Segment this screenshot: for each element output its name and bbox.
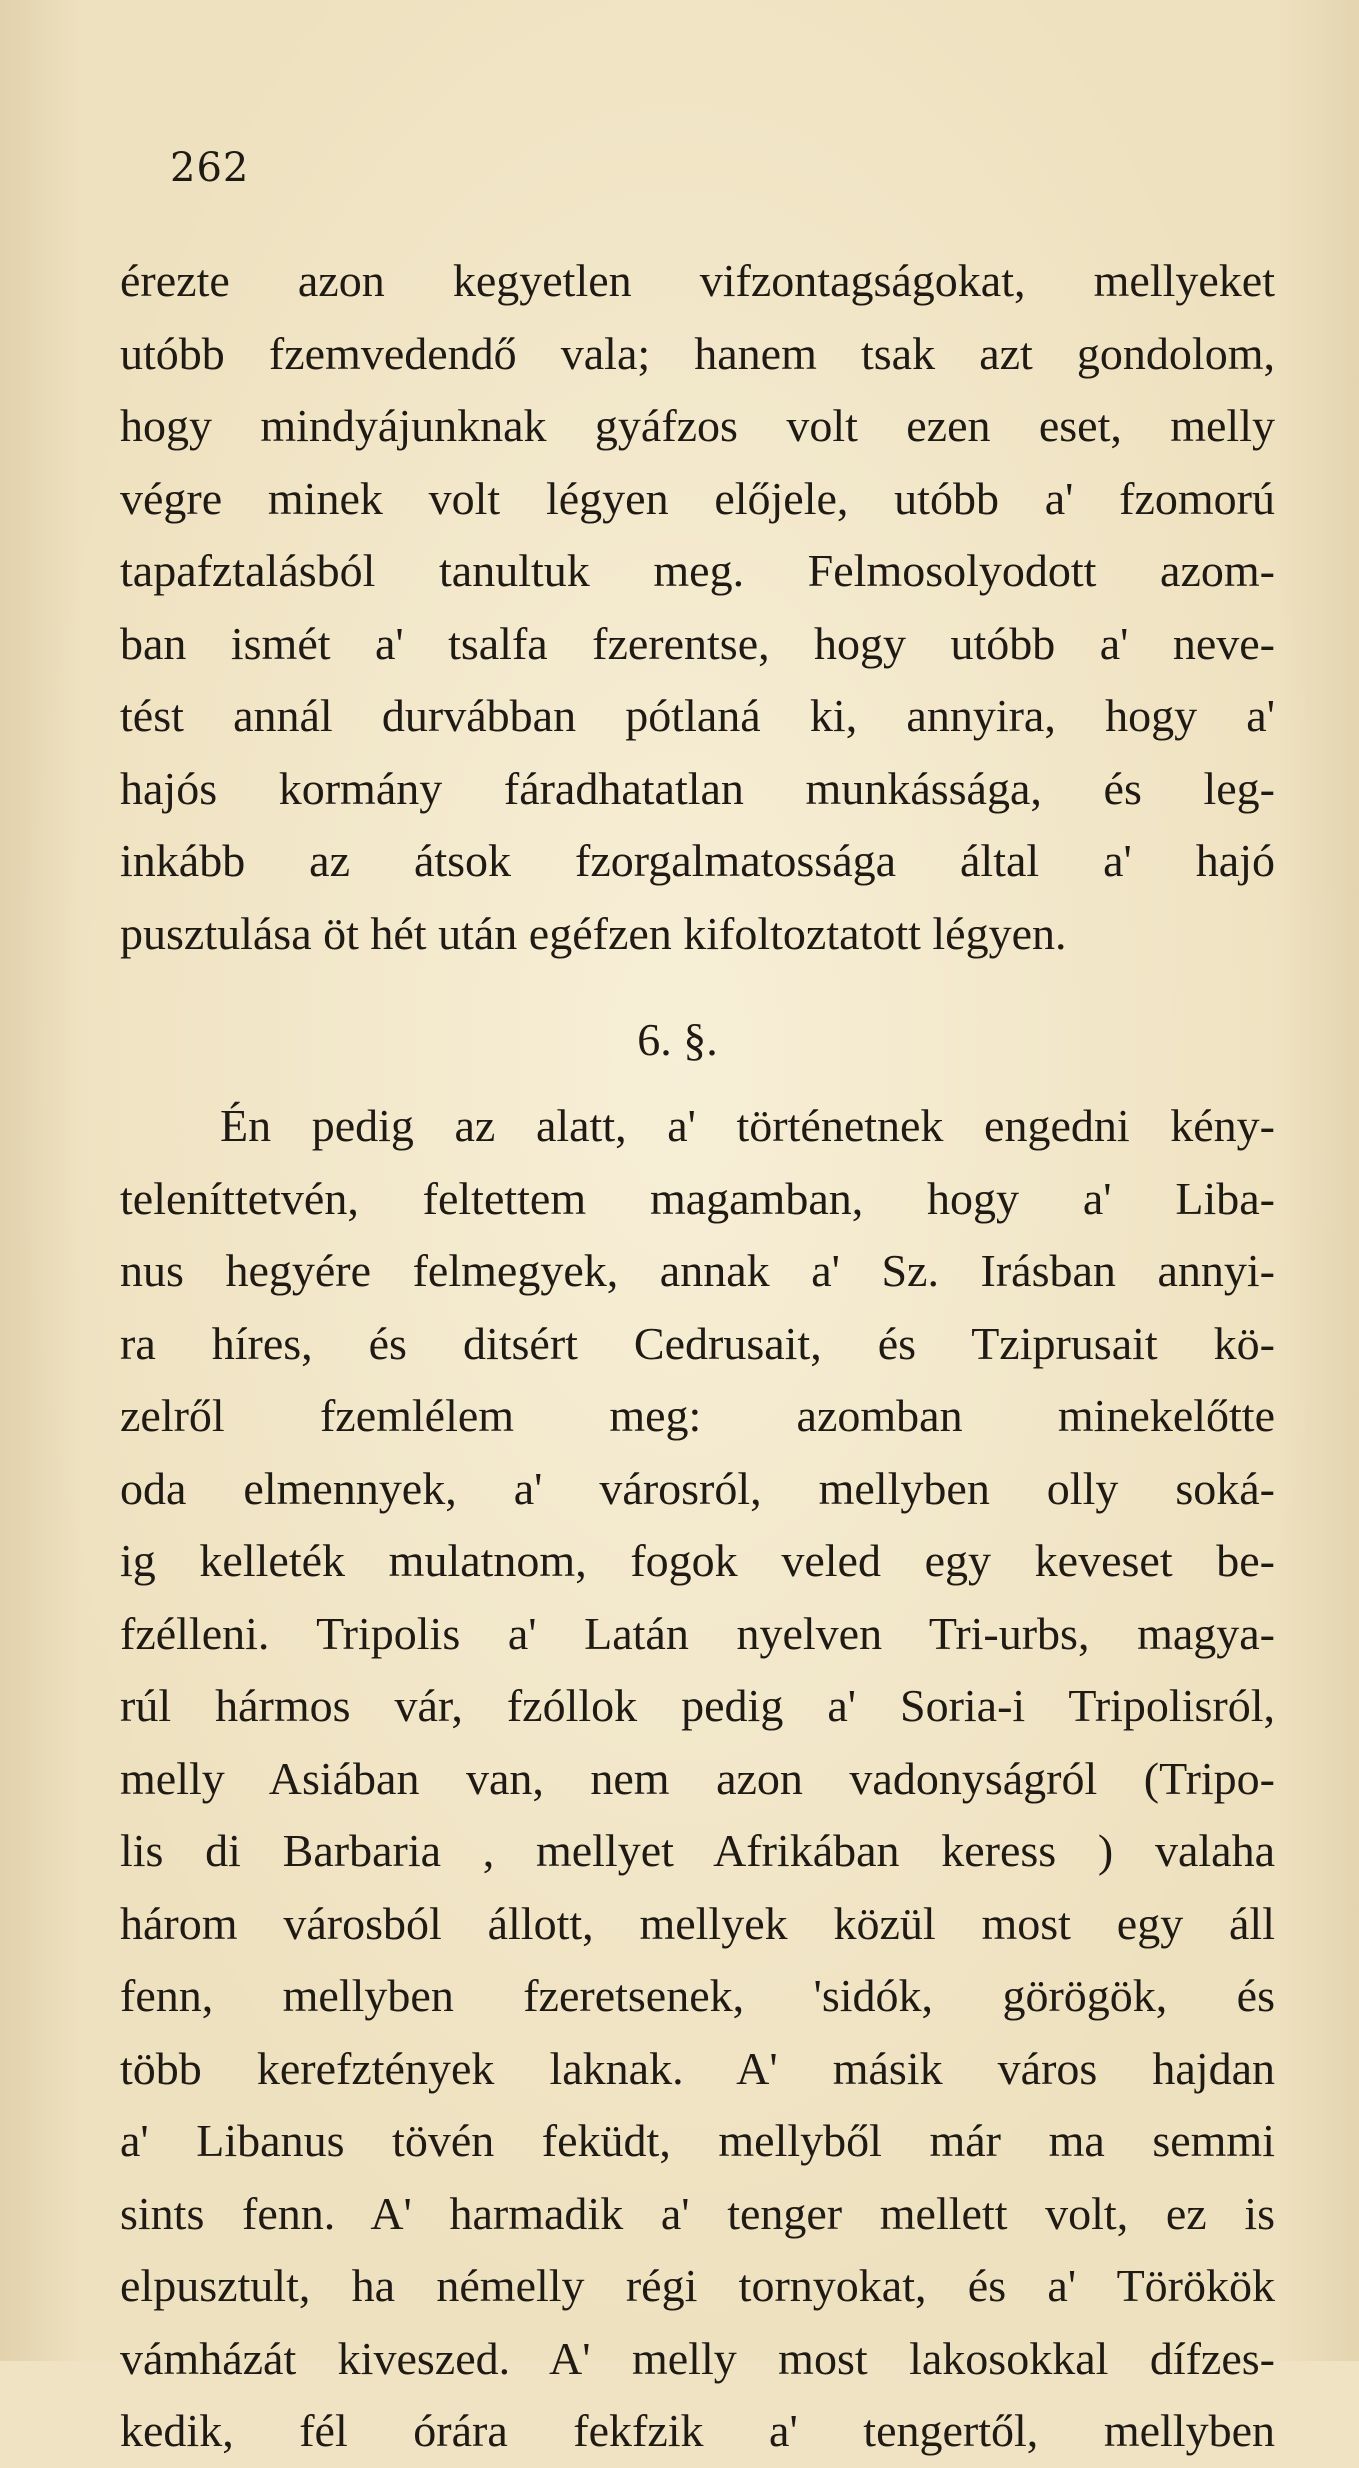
- text-line: fenn, mellyben fzeretsenek, 'sidók, görögök, és: [120, 1970, 1275, 2021]
- text-line: tapafztalásból tanultuk meg. Felmosolyodott azom-: [120, 545, 1275, 596]
- text-line: ra híres, és ditsért Cedrusait, és Tziprusait kö-: [120, 1317, 1275, 1369]
- text-line: rúl hármos vár, fzóllok pedig a' Soria-i Tripolisról,: [120, 1680, 1275, 1731]
- text-block: [120, 245, 1275, 2468]
- text-line: tést annál durvábban pótlaná ki, annyira, hogy a': [120, 690, 1275, 741]
- paragraph-2: [120, 1090, 1275, 2468]
- text-line: oda elmennyek, a' városról, mellyben olly soká-: [120, 1462, 1275, 1514]
- text-line: hajós kormány fáradhatatlan munkássága, és leg-: [120, 762, 1275, 814]
- text-line: zelről fzemlélem meg: azomban minekelőtte: [120, 1390, 1275, 1441]
- text-line: inkább az átsok fzorgalmatossága által a' hajó: [120, 835, 1275, 886]
- paragraph-1: [120, 245, 1275, 970]
- section-heading: 6. §.: [637, 1014, 718, 1065]
- text-line: több kerefztények laknak. A' másik város hajdan: [120, 2042, 1275, 2094]
- text-line: hogy mindyájunknak gyáfzos volt ezen eset, melly: [120, 400, 1275, 451]
- text-line: nus hegyére felmegyek, annak a' Sz. Irásban annyi-: [120, 1245, 1275, 1296]
- text-line: kedik, fél órára fekfzik a' tengertől, mellyben: [120, 2405, 1275, 2456]
- text-line: sints fenn. A' harmadik a' tenger mellett volt, ez is: [120, 2187, 1275, 2239]
- text-line: végre minek volt légyen előjele, utóbb a' fzomorú: [120, 472, 1275, 524]
- text-line: Én pedig az alatt, a' történetnek engedni kény-: [220, 1100, 1275, 1151]
- text-line: a' Libanus tövén feküdt, mellyből már ma semmi: [120, 2115, 1275, 2166]
- text-line: ban ismét a' tsalfa fzerentse, hogy utóbb a' neve-: [120, 617, 1275, 669]
- text-line: elpusztult, ha némelly régi tornyokat, és a' Törökök: [120, 2260, 1275, 2311]
- text-line: fzélleni. Tripolis a' Latán nyelven Tri-urbs, magya-: [120, 1607, 1275, 1659]
- text-line: ig kelleték mulatnom, fogok veled egy keveset be-: [120, 1535, 1275, 1586]
- text-line: pusztulása öt hét után egéfzen kifoltoztatott légyen.: [120, 907, 1067, 959]
- text-line: lis di Barbaria , mellyet Afrikában keress ) valaha: [120, 1825, 1275, 1876]
- page-number: 262: [170, 145, 250, 191]
- text-line: teleníttetvén, feltettem magamban, hogy a' Liba-: [120, 1172, 1275, 1224]
- text-line: utóbb fzemvedendő vala; hanem tsak azt gondolom,: [120, 327, 1275, 379]
- text-line: érezte azon kegyetlen vifzontagságokat, mellyeket: [120, 255, 1275, 306]
- text-line: vámházát kiveszed. A' melly most lakosokkal dífzes-: [120, 2332, 1275, 2384]
- text-line: melly Asiában van, nem azon vadonyságról (Tripo-: [120, 1752, 1275, 1804]
- text-line: három városból állott, mellyek közül most egy áll: [120, 1897, 1275, 1949]
